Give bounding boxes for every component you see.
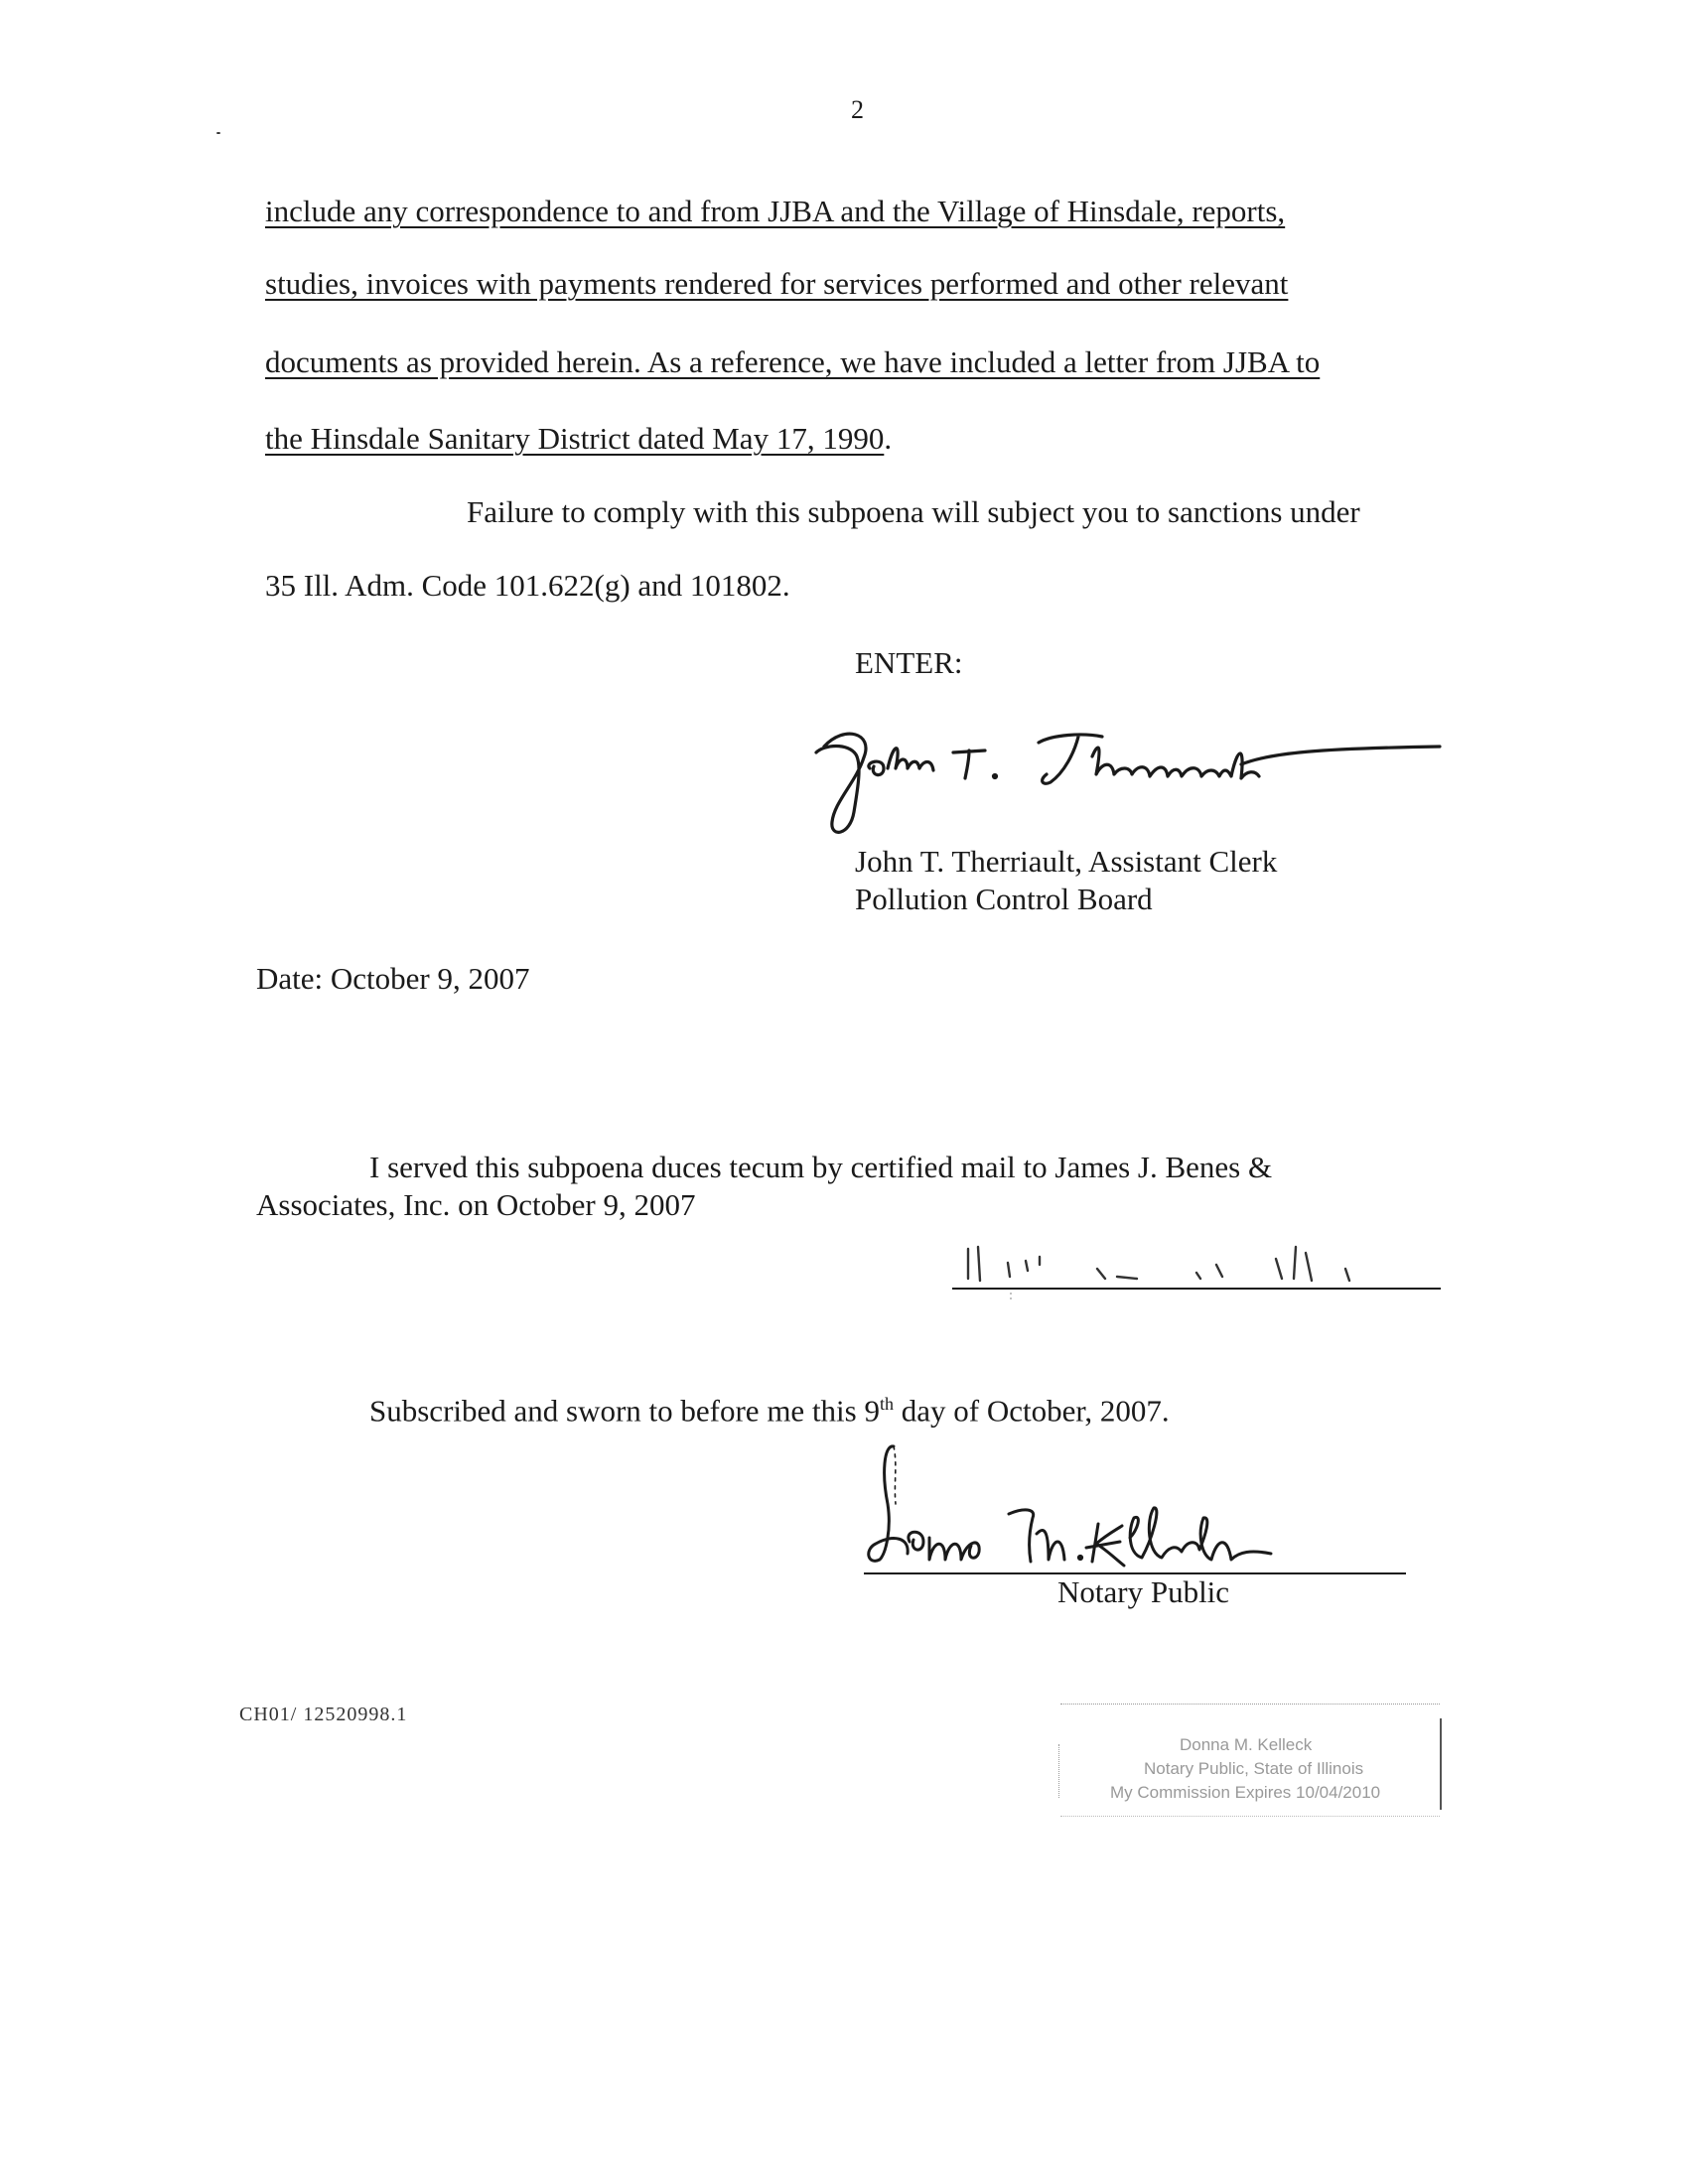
paragraph-line: studies, invoices with payments rendered for services performed and other relevant [265, 266, 1289, 301]
sanctions-line-1: Failure to comply with this subpoena will subject you to sanctions under [467, 494, 1360, 529]
service-line-1: I served this subpoena duces tecum by certified mail to James J. Benes & [369, 1150, 1273, 1184]
seal-edge-right [1440, 1718, 1442, 1810]
sworn-text-before: Subscribed and sworn to before me this 9 [369, 1393, 880, 1429]
notary-public-label: Notary Public [1057, 1574, 1230, 1609]
seal-line-name: Donna M. Kelleck [1180, 1735, 1313, 1754]
footer-document-code: CH01/ 12520998.1 [239, 1704, 408, 1725]
enter-label: ENTER: [855, 645, 963, 680]
server-signature-image [948, 1241, 1455, 1310]
seal-edge-left [1058, 1744, 1060, 1798]
paragraph-line: include any correspondence to and from JJBA and the Village of Hinsdale, reports, [265, 194, 1286, 228]
paragraph-line [265, 421, 892, 457]
notary-signature-image [854, 1434, 1410, 1578]
sanctions-line-2: 35 Ill. Adm. Code 101.622(g) and 101802. [265, 568, 790, 603]
sworn-text-after: day of October, 2007. [894, 1393, 1170, 1429]
page-number: 2 [851, 95, 864, 124]
sworn-statement [369, 1386, 1170, 1429]
service-line-2: Associates, Inc. on October 9, 2007 [256, 1187, 696, 1222]
sworn-superscript: th [879, 1394, 894, 1414]
seal-line-title: Notary Public, State of Illinois [1144, 1759, 1364, 1778]
paragraph-line: documents as provided herein. As a reference, we have included a letter from JJBA to [265, 344, 1321, 379]
signatory-organization: Pollution Control Board [855, 882, 1153, 916]
seal-line-expiry: My Commission Expires 10/04/2010 [1110, 1783, 1381, 1802]
notary-seal [1060, 1704, 1440, 1817]
clerk-signature-image [804, 713, 1440, 842]
scan-speck [216, 132, 220, 134]
paragraph-last-line-text: the Hinsdale Sanitary District dated May 17, 1990 [265, 421, 885, 456]
paragraph-end-period: . [884, 421, 893, 456]
signatory-name-title: John T. Therriault, Assistant Clerk [855, 844, 1278, 879]
date-line: Date: October 9, 2007 [256, 961, 530, 996]
